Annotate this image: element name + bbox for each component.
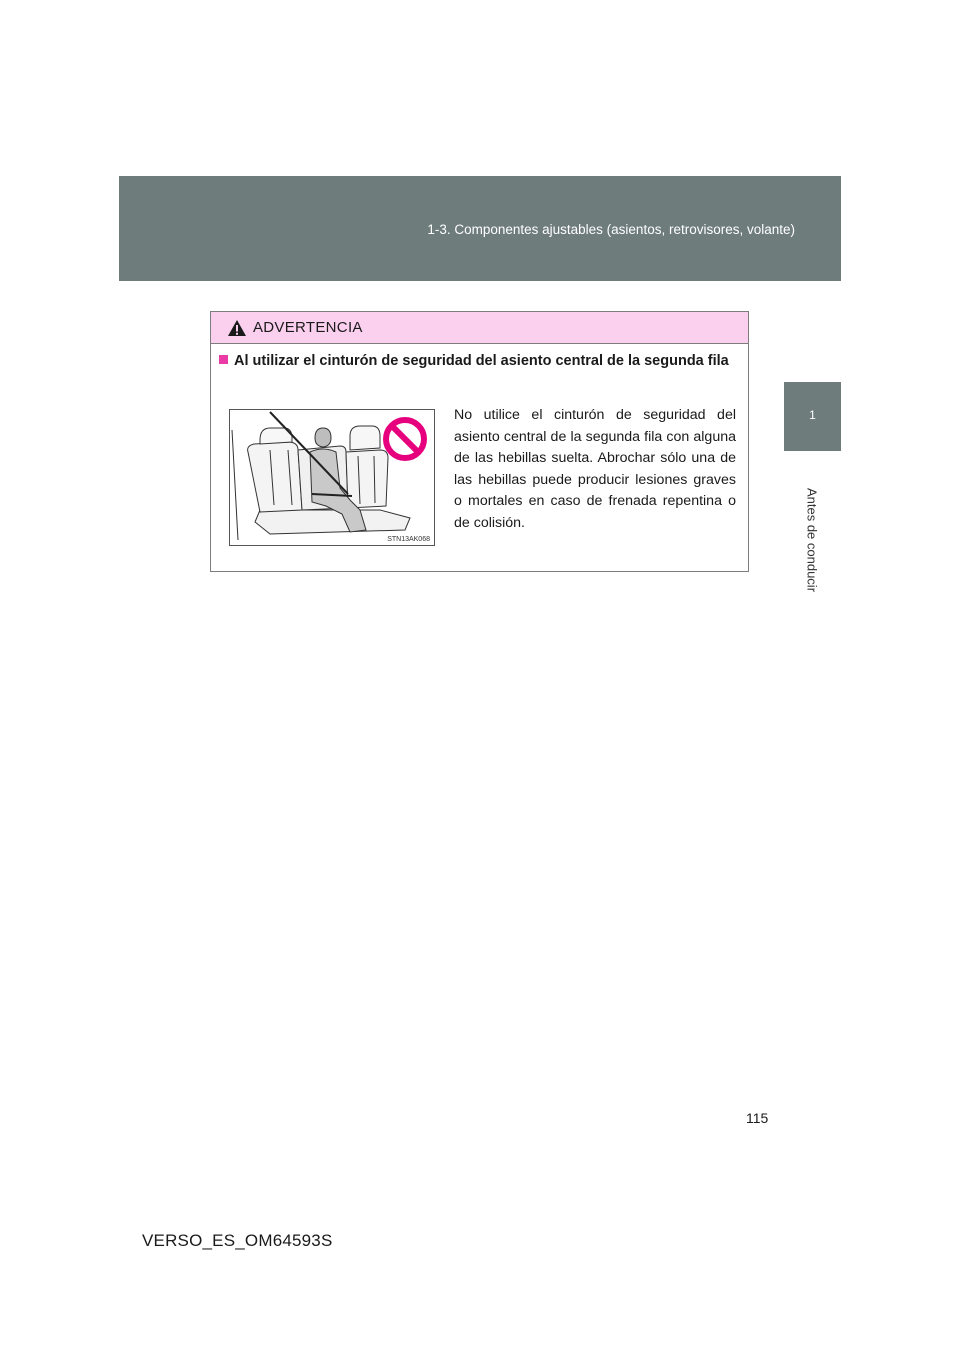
page-number: 115	[746, 1110, 769, 1126]
section-title: 1-3. Componentes ajustables (asientos, retrovisores, volante)	[427, 222, 795, 237]
warning-subheading-text: Al utilizar el cinturón de seguridad del asiento central de la segunda fila	[234, 353, 729, 369]
seat-belt-illustration	[229, 409, 435, 546]
warning-title: ADVERTENCIA	[253, 319, 363, 336]
warning-header	[211, 312, 748, 344]
warning-body-text: No utilice el cinturón de seguridad del asiento central de la segunda fila con alguna de las hebillas suelta. Abrochar sólo una de las hebillas puede producir lesiones graves o mortales en caso de frenada repentina o de colisión.	[454, 407, 736, 531]
warning-box	[210, 311, 749, 572]
figure-code: STN13AK068	[387, 536, 430, 543]
chapter-tab	[784, 382, 841, 451]
header-band	[119, 176, 841, 281]
warning-triangle-icon	[227, 319, 247, 337]
bullet-square-icon	[219, 355, 228, 364]
chapter-number: 1	[809, 408, 816, 422]
chapter-label: Antes de conducir	[804, 487, 820, 593]
prohibition-icon	[382, 416, 428, 462]
document-code: VERSO_ES_OM64593S	[142, 1231, 333, 1250]
warning-subheading	[219, 351, 743, 371]
